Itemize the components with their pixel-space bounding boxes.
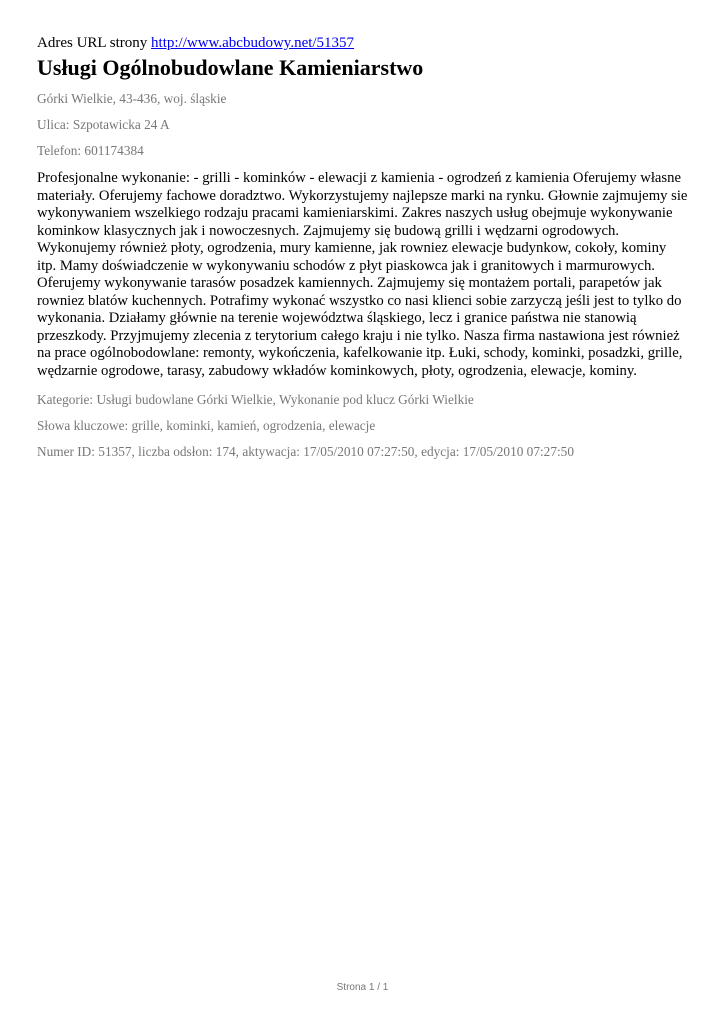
page-url-link[interactable]: http://www.abcbudowy.net/51357 [151, 35, 355, 51]
phone-text: Telefon: 601174384 [37, 143, 144, 158]
document-page [37, 34, 689, 469]
record-info-text: Numer ID: 51357, liczba odsłon: 174, aktywacja: 17/05/2010 07:27:50, edycja: 17/05/2010 07:27:50 [37, 443, 574, 459]
page-number-footer: Strona 1 / 1 [336, 982, 389, 993]
keywords-text: Słowa kluczowe: grille, kominki, kamień, ogrodzenia, elewacje [37, 417, 376, 433]
url-line [37, 34, 689, 53]
url-label: Adres URL strony [37, 35, 148, 51]
listing-title: Usługi Ogólnobudowlane Kamieniarstwo [37, 55, 424, 80]
description-text: Profesjonalne wykonanie: - grilli - kominków - elewacji z kamienia - ogrodzeń z kamienia Oferujemy własne materiały. Oferujemy fachowe doradztwo. Wykorzystujemy najlepsze marki na rynku. Głownie zajmujemy sie wykonywaniem wszelkiego rodzaju pracami kamieniarskimi. Zakres naszych usług obejmuje wykonywanie kominkow klasycznych jak i nowoczesnych. Zajmujemy się budową grilli i wędzarni ogrodowych. Wykonujemy również płoty, ogrodzenia, mury kamienne, jak rowniez elewacje budynkow, cokoły, kominy itp. Mamy doświadczenie w wykonywaniu schodów z płyt piaskowca jak i granitowych i marmurowych. Oferujemy wykonywanie tarasów posadzek kamiennych. Zajmujemy się montażem portali, parapetów jak rowniez blatów kuchennych. Potrafimy wykonać wszystko co nasi klienci sobie zarzyczą jeśli jest to tylko do wykonania. Działamy głównie na terenie województwa śląskiego, lecz i granice państwa nie stanowią przeszkody. Przyjmujemy zlecenia z terytorium całego kraju i nie tylko. Nasza firma nastawiona jest również na prace ogólnobodowlane: remonty, wykończenia, kafelkowanie itp. Łuki, schody, kominki, posadzki, grille, wędzarnie ogrodowe, tarasy, zabudowy wkładów kominkowych, płoty, ogrodzenia, elewacje, kominy. [37, 170, 688, 380]
location-text: Górki Wielkie, 43-436, woj. śląskie [37, 91, 227, 106]
categories-text: Kategorie: Usługi budowlane Górki Wielkie, Wykonanie pod klucz Górki Wielkie [37, 391, 474, 407]
street-text: Ulica: Szpotawicka 24 A [37, 117, 170, 132]
